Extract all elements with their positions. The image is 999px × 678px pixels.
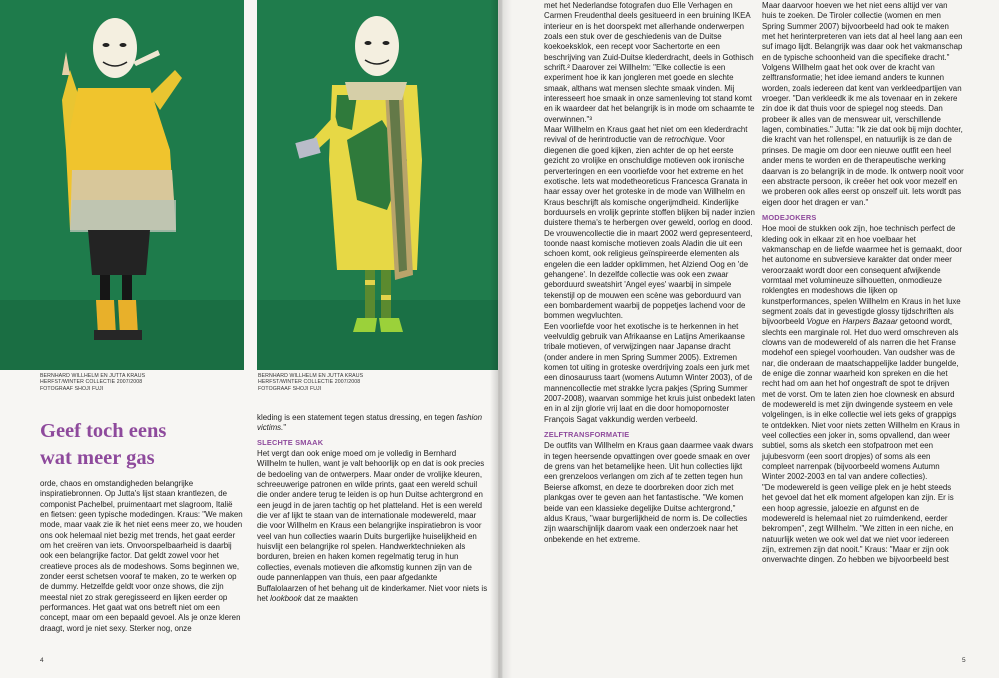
page-number-left: 4 [40, 657, 44, 664]
article-headline: Geef toch eens wat meer gas [40, 420, 167, 469]
paragraph: Hoe mooi de stukken ook zijn, hoe technisch perfect de kleding ook in elkaar zit en hoe voelbaar het vakmanschap en de liefde waarmee het is gemaakt, door het autonome en subversieve karakter dat onder meer veroorzaakt wordt door een consequent afwijkende vormtaal met volumineuze silhouetten, onmodieuze roklengtes en modeshows die lijken op kunstperformances, spelen Willhelm en Kraus in het luxe segment zoals dat in gevestigde glossy tijdschriften als bijvoorbeeld Vogue en Harpers Bazaar getoond wordt, slechts een marginale rol. Het duo werd omschreven als clowns van de modewereld of als narren die het Franse modehof een spiegel voorhouden. Van oudsher was de nar, die onderaan de maatschappelijke ladder bungelde, de enige die zonnar waarheid kon spreken en die het recht had om aan het hof ongestraft de spot te drijven met de vorst. Om te laten zien hoe clownesk en absurd de modewereld is met zijn dwingende systeem en vele volgelingen, is in elke collectie wel iets geks of grappigs te ontdekken. Niet voor niets zetten Willhelm en Kraus in veel collecties een joker in, soms opvallend, dan weer subtiel, soms als sketch een stofpatroon met een jujubesvorm (een soort dropjes) of soms als een compleet narrenpak (bijvoorbeeld womens Autumn Winter 2002-2003 en tal van andere collecties). [762, 224, 963, 482]
photo-caption-left: BERNHARD WILLHELM EN JUTTA KRAUS HERFST/WINTER COLLECTIE 2007/2008 FOTOGRAAF SHOJI FUJI [40, 373, 146, 392]
section-heading-modejokers: MODEJOKERS [762, 212, 817, 222]
text-column-2 [257, 413, 488, 604]
section-heading-zelftransformatie: ZELFTRANSFORMATIE [544, 430, 630, 440]
paragraph: Het vergt dan ook enige moed om je volledig in Bernhard Willhelm te hullen, want je valt behoorlijk op en dat is ook precies de bedoeling van de ontwerpers. Maar onder de vrolijke kleuren, schreeuwerige patronen en wilde prints, gaat een wereld schuil die onder andere terug te leiden is op hun Duitse achtergrond en een jeugd in de jaren tachtig op het platteland. Het is een wereld die ver af lijkt te staan van de internationale modewereld, maar die voor Willhelm en Kraus een belangrijke inspiratiebron is voor veel van hun collecties waarin Duits burgerlijke huiselijkheid en huisvlijt een belangrijke rol spelen. Handwerktechnieken als borduren, breien en haken komen regelmatig terug in hun collecties, evenals motieven die afkomstig kunnen zijn van de oude pannenlappen van thuis, een paar afgedankte Buffalolaarzen of het behang uit de kinderkamer. Niet voor niets is het lookbook dat ze maakten [257, 449, 488, 603]
paragraph: De outfits van Willhelm en Kraus gaan daarmee vaak dwars in tegen heersende opvattingen over goede smaak en over de grens van het betamelijke heen. Uit hun collecties lijkt een grenzeloos verlangen om zich af te zetten tegen hun Beierse afkomst, en deze te doorbreken door zich met plankgas over te geven aan het fantastische. "We komen beide van een klassieke degelijke Duitse achtergrond," aldus Kraus, "waar burgerlijkheid de norm is. De collecties zijn waarschijnlijk daarom vaak een onderzoek naar het onbekende en het extreme. [544, 441, 754, 544]
paragraph: kleding is een statement tegen status dressing, en tegen fashion victims." [257, 413, 483, 433]
photo-caption-right: BERNHARD WILLHELM EN JUTTA KRAUS HERFST/WINTER COLLECTIE 2007/2008 FOTOGRAAF SHOJI FUJI [258, 373, 364, 392]
fashion-photo-yellow-outfit [0, 0, 244, 370]
paragraph: Maar Willhelm en Kraus gaat het niet om een klederdracht revival of de herintroductie van de retrochique. Voor diegenen die goed kijken, zien achter de op het eerste gezicht zo vrolijke en onschuldige motieven ook ironische perverteringen en een voorliefde voor het extreme en het exotische. Iets wat modetheoreticus Francesca Granata in haar essay over het groteske in de mode van Willhelm en Kraus beschrijft als komische ongerijmdheid. Kinderlijke borduursels en vrolijk geprinte stoffen blijken bij nader inzien duistere thema's te herbergen over geweld, oorlog en dood. De vrouwencollectie die in maart 2002 werd gepresenteerd, toonde naast komische motieven zoals Aladin die uit een schoen komt, ook religieus geïnspireerde elementen als engelen die een ladder opklimmen, het Alziend Oog en 'de gehangene'. In dezelfde collectie was ook een zwaar geborduurd sweatshirt 'Angel eyes' waarbij in simpele tekenstijl op de mouwen een scène was geborduurd van een bombardement waarbij de poppetjes lachend voor de bommen wegvluchten. [544, 125, 755, 321]
text-column-4 [762, 1, 964, 566]
left-page [0, 0, 498, 678]
text-column-1 [40, 479, 243, 634]
spine-shadow [490, 0, 512, 678]
paragraph: "De modewereld is geen veilige plek en je hebt steeds het gevoel dat het elk moment afgelopen kan zijn. Er is een hoop agressie, jaloezie en afgunst en de modewereld is helemaal niet zo ruimdenkend, eerder bekrompen", zegt Willhelm. "We zitten in een niche, en natuurlijk weten we ook wel dat we niet voor iedereen zijn, extremen zijn dat nooit." Kraus: "Maar er zijn ook onverwachte dingen. Zo hebben we bijvoorbeeld best [762, 482, 954, 565]
text-column-3 [544, 1, 755, 545]
paragraph: Maar daarvoor hoeven we het niet eens altijd ver van huis te zoeken. De Tiroler collectie (women en men Spring Summer 2007) bijvoorbeeld had ook te maken met het herinterpreteren van iets dat al heel lang aan een suf imago lijdt. Belangrijk was daar ook het vakmanschap en de typische schoonheid van die specifieke dracht." Volgens Willhelm gaat het ook over de kracht van zelftransformatie; het idee iemand anders te kunnen worden, zoals iedereen dat kent van verkleedpartijen van vroeger. "Dan verkleedk ik me als tovenaar en in zekere zin doe ik dat thuis voor de spiegel nog steeds. Dan probeer ik alles van de menswear uit, verschillende lagen, combinaties." Jutta: "Ik zie dat ook bij mijn dochter, die kracht van het rollenspel, en natuurlijk is ze dan de prinses. De magie om door een nieuwe outfit een heel ander mens te worden en de therapeutische werking daarvan is zo belangrijk in de mode. Ik ontwerp nooit voor een abstracte persoon, ik creëer het ook voor mezelf en we proberen ook alles eerst op onszelf uit. Iets wordt pas eigen door het dragen er van." [762, 1, 964, 207]
paragraph: orde, chaos en omstandigheden belangrijke inspiratiebronnen. Op Jutta's lijst staan krantlezen, de componist Pachelbel, pruimentaart met slagroom, Italië en fietsen: geen typische modedingen. Kraus: "We maken mode, maar vaak zie ik het niet eens meer zo, we houden ons ook helemaal niet bezig met trends, het gaat eerder om het creëren van iets. Onvoorspelbaarheid is daarbij ook een belangrijke factor. Dat geldt zowel voor het creatieve proces als de modeshows. Soms beginnen we, zonder eerst schetsen vooraf te maken, zo te werken op de dummy. Hetzelfde geldt voor onze shows, die zijn meestal niet zo strak geregisseerd en lijken eerder op performances. Het gaat wat ons betreft niet om een concept, maar om een bepaald gevoel. Als je onze kleren draagt, word je niet sexy. Sterker nog, onze [40, 479, 243, 633]
section-heading-slechte-smaak: SLECHTE SMAAK [257, 437, 324, 447]
paragraph: met het Nederlandse fotografen duo Elle Verhagen en Carmen Freudenthal deels gesitueerd in een bruining IKEA interieur en is het doorspekt met allerhande onderwerpen zoals een stuk over de geschiedenis van de Duitse koekoeksklok, een recept voor Sachertorte en een beschrijving van Zuid-Duitse klederdracht, deels in Gothisch schrift.² Daarover zei Willhelm: "Elke collectie is een experiment hoe ik kan jongleren met goede en slechte smaak, althans wat mensen slechte smaak vinden. Mij interesseert hoe smaak in onze samenleving tot stand komt en ik waardeer dat het belangrijk is in mode om schaamte te overwinnen."³ [544, 1, 755, 124]
page-number-right: 5 [962, 657, 966, 664]
fashion-photo-patchwork-outfit [257, 0, 498, 370]
paragraph: Een voorliefde voor het exotische is te herkennen in het veelvuldig gebruik van Afrikaanse en Latijns Amerikaanse tribale motieven, of verwijzingen naar Japanse dracht (onder andere in men Spring Summer 2005). Extremen komen tot uiting in groteske overdrijving zoals een jurk met een dinosauruss taart (womens Autumn Winter 2003), of de mannencollectie met strakke lycra pakjes (Spring Summer 2007-2008), waarvan sommige het kruis juist onbedekt laten en in al zijn glorie vrij laat en die door homopornoster François Sagat vakkundig werden verbeeld. [544, 321, 755, 424]
